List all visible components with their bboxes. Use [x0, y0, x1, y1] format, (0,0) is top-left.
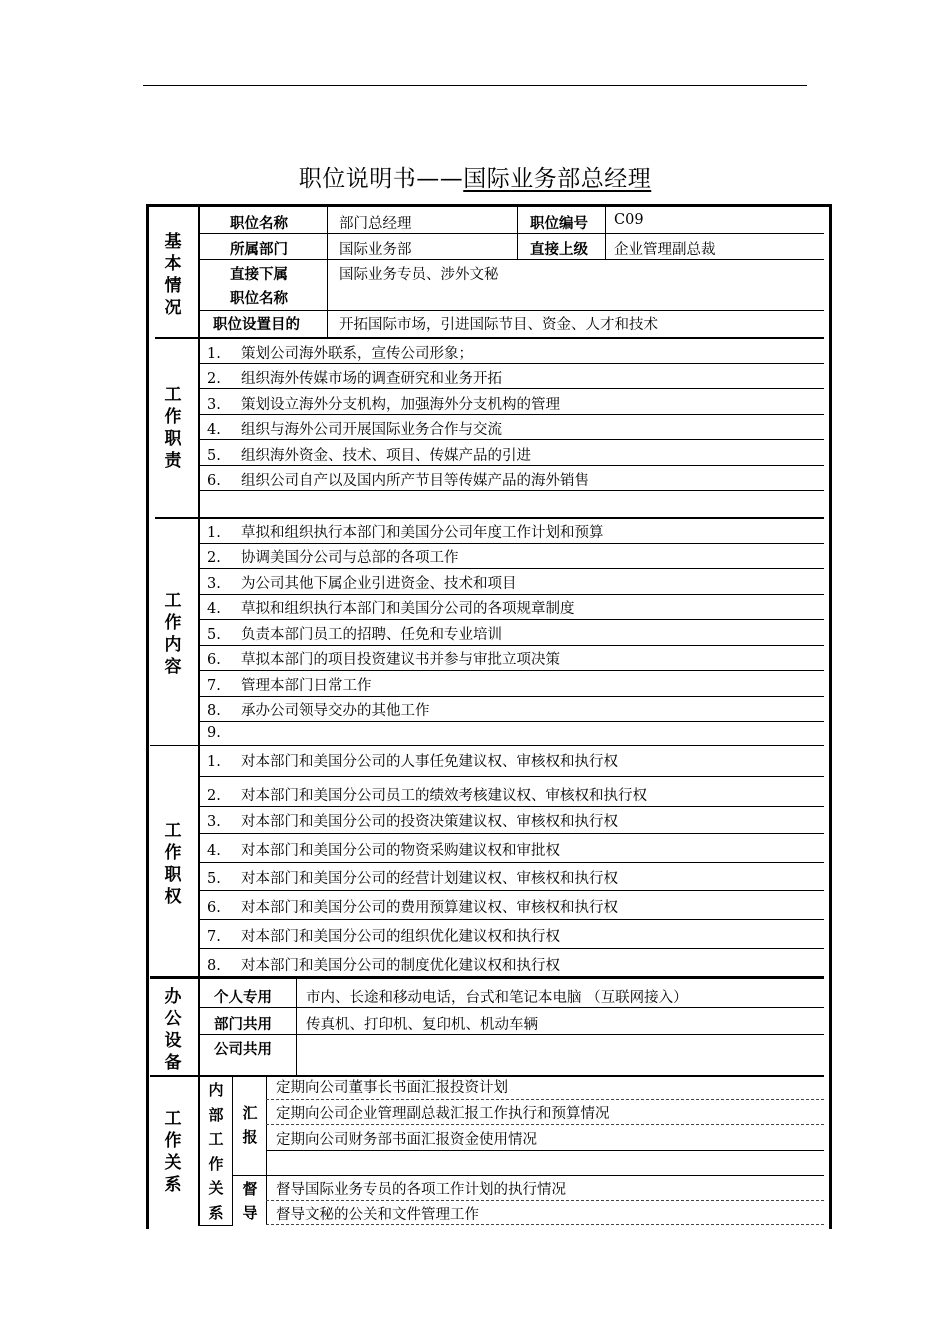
content-item	[207, 699, 430, 720]
authority-text: 对本部门和美国分公司的人事任免建议权、审核权和执行权	[241, 754, 618, 770]
duty-text: 策划公司海外联系，宣传公司形象；	[241, 346, 473, 362]
content-num: 3.	[207, 576, 221, 592]
section-relations: 工作关系	[164, 1109, 182, 1195]
duty-num: 3.	[207, 397, 221, 413]
content-num: 8.	[207, 703, 221, 719]
report-item: 定期向公司董事长书面汇报投资计划	[276, 1080, 508, 1096]
duty-num: 2.	[207, 371, 221, 387]
content-text: 管理本部门日常工作	[241, 678, 372, 694]
content-item	[207, 623, 502, 644]
authority-text: 对本部门和美国分公司的经营计划建议权、审核权和执行权	[241, 871, 618, 887]
content-text: 草拟本部门的项目投资建议书并参与审批立项决策	[241, 652, 560, 668]
authority-item	[207, 784, 647, 805]
content-num: 2.	[207, 550, 221, 566]
report-item: 定期向公司企业管理副总裁汇报工作执行和预算情况	[276, 1106, 610, 1122]
content-item	[207, 572, 517, 593]
duty-item	[207, 418, 502, 439]
authority-item	[207, 839, 560, 860]
content-num: 5.	[207, 627, 221, 643]
label-supervise: 督导	[242, 1180, 258, 1222]
content-text: 协调美国分公司与总部的各项工作	[241, 550, 459, 566]
content-text: 承办公司领导交办的其他工作	[241, 703, 430, 719]
value-position-name: 部门总经理	[339, 216, 412, 232]
label-position-name: 职位名称	[230, 216, 288, 232]
value-dept-shared: 传真机、打印机、复印机、机动车辆	[306, 1017, 538, 1033]
duty-item	[207, 367, 502, 388]
section-basic-info: 基本情况	[164, 232, 182, 318]
label-subordinates-1: 直接下属	[230, 267, 288, 283]
value-superior: 企业管理副总裁	[614, 242, 716, 258]
authority-item	[207, 867, 618, 888]
value-subordinates: 国际业务专员、涉外文秘	[339, 267, 499, 283]
value-purpose: 开拓国际市场，引进国际节目、资金、人才和技术	[339, 317, 658, 333]
authority-num: 6.	[207, 900, 221, 916]
label-superior: 直接上级	[530, 242, 588, 258]
authority-num: 2.	[207, 788, 221, 804]
authority-text: 对本部门和美国分公司的费用预算建议权、审核权和执行权	[241, 900, 618, 916]
duty-num: 1.	[207, 346, 221, 362]
content-num: 1.	[207, 525, 221, 541]
label-internal-relations: 内部工作关系	[208, 1081, 224, 1222]
label-department: 所属部门	[230, 242, 288, 258]
content-item	[207, 725, 241, 741]
report-item: 定期向公司财务部书面汇报资金使用情况	[276, 1132, 537, 1148]
section-equipment: 办公设备	[164, 987, 182, 1073]
label-purpose: 职位设置目的	[213, 317, 300, 333]
duty-item	[207, 393, 560, 414]
duty-text: 组织海外资金、技术、项目、传媒产品的引进	[241, 448, 531, 464]
content-num: 4.	[207, 601, 221, 617]
label-personal: 个人专用	[214, 990, 272, 1006]
authority-item	[207, 750, 618, 771]
duty-text: 策划设立海外分支机构，加强海外分支机构的管理	[241, 397, 560, 413]
label-report: 汇报	[242, 1104, 258, 1146]
section-divider	[155, 517, 824, 519]
supervise-item: 督导文秘的公关和文件管理工作	[276, 1207, 479, 1223]
authority-text: 对本部门和美国分公司的投资决策建议权、审核权和执行权	[241, 814, 618, 830]
duty-item	[207, 469, 589, 490]
duty-item	[207, 444, 531, 465]
authority-text: 对本部门和美国分公司的物资采购建议权和审批权	[241, 843, 560, 859]
content-item	[207, 648, 560, 669]
content-item	[207, 597, 575, 618]
content-num: 6.	[207, 652, 221, 668]
authority-num: 5.	[207, 871, 221, 887]
value-personal: 市内、长途和移动电话，台式和笔记本电脑 （互联网接入）	[306, 990, 688, 1006]
label-subordinates-2: 职位名称	[230, 291, 288, 307]
section-divider	[150, 976, 824, 979]
content-item	[207, 674, 372, 695]
content-text: 为公司其他下属企业引进资金、技术和项目	[241, 576, 517, 592]
authority-item	[207, 896, 618, 917]
section-divider	[155, 337, 824, 339]
content-text: 草拟和组织执行本部门和美国分公司的各项规章制度	[241, 601, 575, 617]
duty-num: 4.	[207, 422, 221, 438]
authority-num: 8.	[207, 958, 221, 974]
label-dept-shared: 部门共用	[214, 1017, 272, 1033]
authority-text: 对本部门和美国分公司的组织优化建议权和执行权	[241, 929, 560, 945]
section-authority: 工作职权	[164, 821, 182, 907]
divider	[198, 207, 200, 337]
title-position: 国际业务部总经理	[463, 166, 652, 192]
duty-num: 5.	[207, 448, 221, 464]
section-duties: 工作职责	[164, 385, 182, 471]
section-divider	[150, 745, 824, 746]
authority-num: 4.	[207, 843, 221, 859]
value-department: 国际业务部	[339, 242, 412, 258]
duty-text: 组织公司自产以及国内所产节目等传媒产品的海外销售	[241, 473, 589, 489]
authority-text: 对本部门和美国分公司员工的绩效考核建议权、审核权和执行权	[241, 788, 647, 804]
supervise-item: 督导国际业务专员的各项工作计划的执行情况	[276, 1182, 566, 1198]
section-content: 工作内容	[164, 591, 182, 677]
content-num: 7.	[207, 678, 221, 694]
content-text: 草拟和组织执行本部门和美国分公司年度工作计划和预算	[241, 525, 604, 541]
authority-num: 7.	[207, 929, 221, 945]
value-position-code: C09	[614, 212, 644, 228]
content-text: 负责本部门员工的招聘、任免和专业培训	[241, 627, 502, 643]
header-rule	[143, 85, 807, 86]
duty-text: 组织与海外公司开展国际业务合作与交流	[241, 422, 502, 438]
content-num: 9.	[207, 725, 221, 741]
duty-num: 6.	[207, 473, 221, 489]
title-prefix: 职位说明书——	[298, 166, 464, 192]
authority-num: 1.	[207, 754, 221, 770]
content-item	[207, 521, 604, 542]
authority-text: 对本部门和美国分公司的制度优化建议权和执行权	[241, 958, 560, 974]
duty-item	[207, 342, 473, 363]
authority-item	[207, 954, 560, 975]
authority-item	[207, 810, 618, 831]
label-company-shared: 公司共用	[214, 1042, 272, 1058]
authority-item	[207, 925, 560, 946]
content-item	[207, 546, 459, 567]
authority-num: 3.	[207, 814, 221, 830]
duty-text: 组织海外传媒市场的调查研究和业务开拓	[241, 371, 502, 387]
page-title	[0, 160, 950, 193]
label-position-code: 职位编号	[530, 216, 588, 232]
